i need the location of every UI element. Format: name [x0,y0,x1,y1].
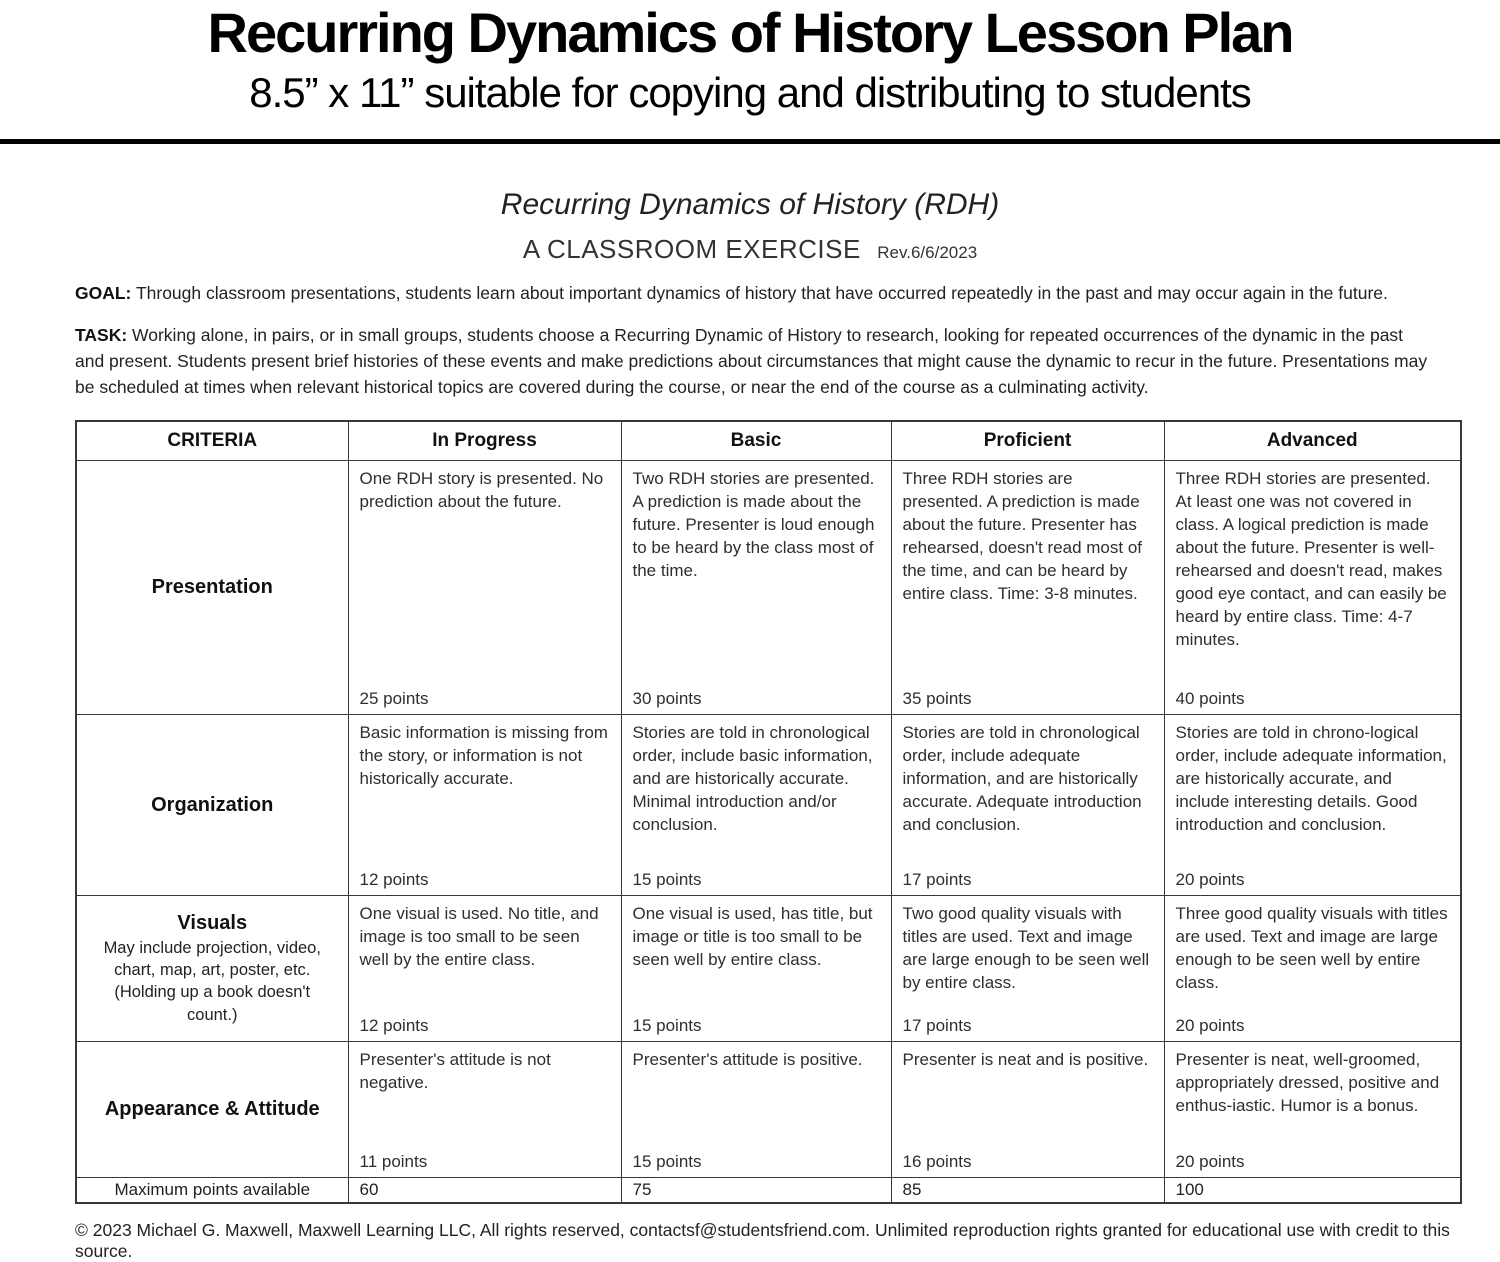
cell-appearance-proficient [891,1042,1164,1178]
revision-date: Rev.6/6/2023 [877,242,978,262]
cell-text: Basic information is missing from the story, or information is not historically accurate. [359,723,608,789]
task-label: TASK: [75,324,128,345]
points-label: 15 points [632,1016,702,1036]
cell-appearance-basic [621,1042,891,1178]
cell-text: Three RDH stories are presented. A prediction is made about the future. Presenter has rehearsed, doesn't read most of the time, and can be heard by entire class. Time: 3-8 minutes. [902,469,1142,604]
goal-text: Through classroom presentations, students learn about important dynamics of history that have occurred repeatedly in the past and may occur again in the future. [135,282,1388,303]
doc-subtitle-line [0,234,1500,265]
cell-visuals-basic [621,896,891,1042]
points-label: 15 points [632,870,702,890]
task-paragraph [75,323,1434,401]
criteria-cell-visuals [76,896,348,1042]
points-label: 35 points [902,689,972,709]
header-cell-basic: Basic [621,421,891,461]
max-points-label: Maximum points available [76,1178,348,1204]
criteria-cell-presentation: Presentation [76,461,348,715]
copyright-footer: © 2023 Michael G. Maxwell, Maxwell Learning LLC, All rights reserved, contactsf@studentsfriend.com. Unlimited reproduction rights granted for educational use with credit to this source. [75,1220,1450,1262]
cell-organization-basic [621,715,891,896]
points-label: 17 points [902,870,972,890]
cell-visuals-proficient [891,896,1164,1042]
rubric-row-appearance-attitude [76,1042,1461,1178]
cell-text: Three RDH stories are presented. At least one was not covered in class. A logical prediction is made about the future. Presenter is well-rehearsed and doesn't read, makes good eye contact, and can easily be heard by entire class. Time: 4-7 minutes. [1175,469,1447,650]
cell-appearance-advanced [1164,1042,1461,1178]
points-label: 11 points [359,1152,428,1172]
cell-presentation-in-progress [348,461,621,715]
goal-label: GOAL: [75,282,132,303]
cell-text: One visual is used. No title, and image is too small to be seen well by the entire class. [359,904,599,970]
points-label: 12 points [359,1016,429,1036]
points-label: 40 points [1175,689,1245,709]
max-points-basic: 75 [621,1178,891,1204]
cell-presentation-proficient [891,461,1164,715]
cell-text: Presenter's attitude is not negative. [359,1050,551,1093]
header-cell-in-progress: In Progress [348,421,621,461]
rubric-header-row [76,421,1461,461]
cell-text: Presenter is neat and is positive. [902,1050,1149,1070]
cell-text: Stories are told in chronological order, include adequate information, and are historically accurate. Adequate introduction and conclusion. [902,723,1142,835]
criteria-cell-appearance-attitude: Appearance & Attitude [76,1042,348,1178]
cell-organization-proficient [891,715,1164,896]
points-label: 30 points [632,689,702,709]
criteria-note: May include projection, video, chart, map, art, poster, etc. (Holding up a book doesn't count.) [103,938,321,1024]
points-label: 20 points [1175,1016,1245,1036]
page-subtitle: 8.5” x 11” suitable for copying and distributing to students [249,68,1251,116]
max-points-advanced: 100 [1164,1178,1461,1204]
rubric-row-max-points [76,1178,1461,1204]
points-label: 12 points [359,870,429,890]
cell-text: Two RDH stories are presented. A prediction is made about the future. Presenter is loud enough to be heard by the class most of the time. [632,469,875,581]
cell-presentation-advanced [1164,461,1461,715]
doc-title: Recurring Dynamics of History (RDH) [500,187,1000,221]
header-cell-advanced: Advanced [1164,421,1461,461]
cell-visuals-in-progress [348,896,621,1042]
points-label: 16 points [902,1152,972,1172]
cell-visuals-advanced [1164,896,1461,1042]
document-heading [0,188,1500,265]
cell-text: Two good quality visuals with titles are used. Text and image are large enough to be seen well by entire class. [902,904,1150,993]
cell-text: Presenter is neat, well-groomed, appropriately dressed, positive and enthus-iastic. Humor is a bonus. [1175,1050,1440,1116]
header-cell-criteria: CRITERIA [76,421,348,461]
cell-text: Presenter's attitude is positive. [632,1050,863,1070]
cell-organization-advanced [1164,715,1461,896]
cell-presentation-basic [621,461,891,715]
header-cell-proficient: Proficient [891,421,1164,461]
cell-text: Three good quality visuals with titles are used. Text and image are large enough to be seen well by entire class. [1175,904,1448,993]
masthead [0,0,1500,115]
points-label: 20 points [1175,1152,1245,1172]
cell-organization-in-progress [348,715,621,896]
points-label: 15 points [632,1152,702,1172]
rubric-table [75,420,1462,1204]
cell-appearance-in-progress [348,1042,621,1178]
criteria-title: Visuals [177,911,248,934]
cell-text: One visual is used, has title, but image or title is too small to be seen well by entire class. [632,904,873,970]
rubric-row-organization [76,715,1461,896]
criteria-cell-organization: Organization [76,715,348,896]
rubric-row-visuals [76,896,1461,1042]
points-label: 25 points [359,689,429,709]
doc-subtitle: A CLASSROOM EXERCISE [522,233,861,264]
points-label: 20 points [1175,870,1245,890]
cell-text: Stories are told in chrono-logical order, include adequate information, are historically accurate, and include interesting details. Good introduction and conclusion. [1175,723,1447,835]
cell-text: One RDH story is presented. No prediction about the future. [359,469,604,512]
rubric-row-presentation [76,461,1461,715]
points-label: 17 points [902,1016,972,1036]
cell-text: Stories are told in chronological order, include basic information, and are historically accurate. Minimal introduction and/or conclusion. [632,723,873,835]
max-points-proficient: 85 [891,1178,1164,1204]
goal-paragraph [75,281,1434,307]
task-text: Working alone, in pairs, or in small groups, students choose a Recurring Dynamic of History to research, looking for repeated occurrences of the dynamic in the past and present. Students present brief histories of these events and make predictions about circumstances that might cause the dynamic to recur in the future. Presentations may be scheduled at times when relevant historical topics are covered during the course, or near the end of the course as a culminating activity. [75,324,1428,397]
divider-rule [0,139,1500,144]
max-points-in-progress: 60 [348,1178,621,1204]
page-title: Recurring Dynamics of History Lesson Plan [207,1,1293,64]
